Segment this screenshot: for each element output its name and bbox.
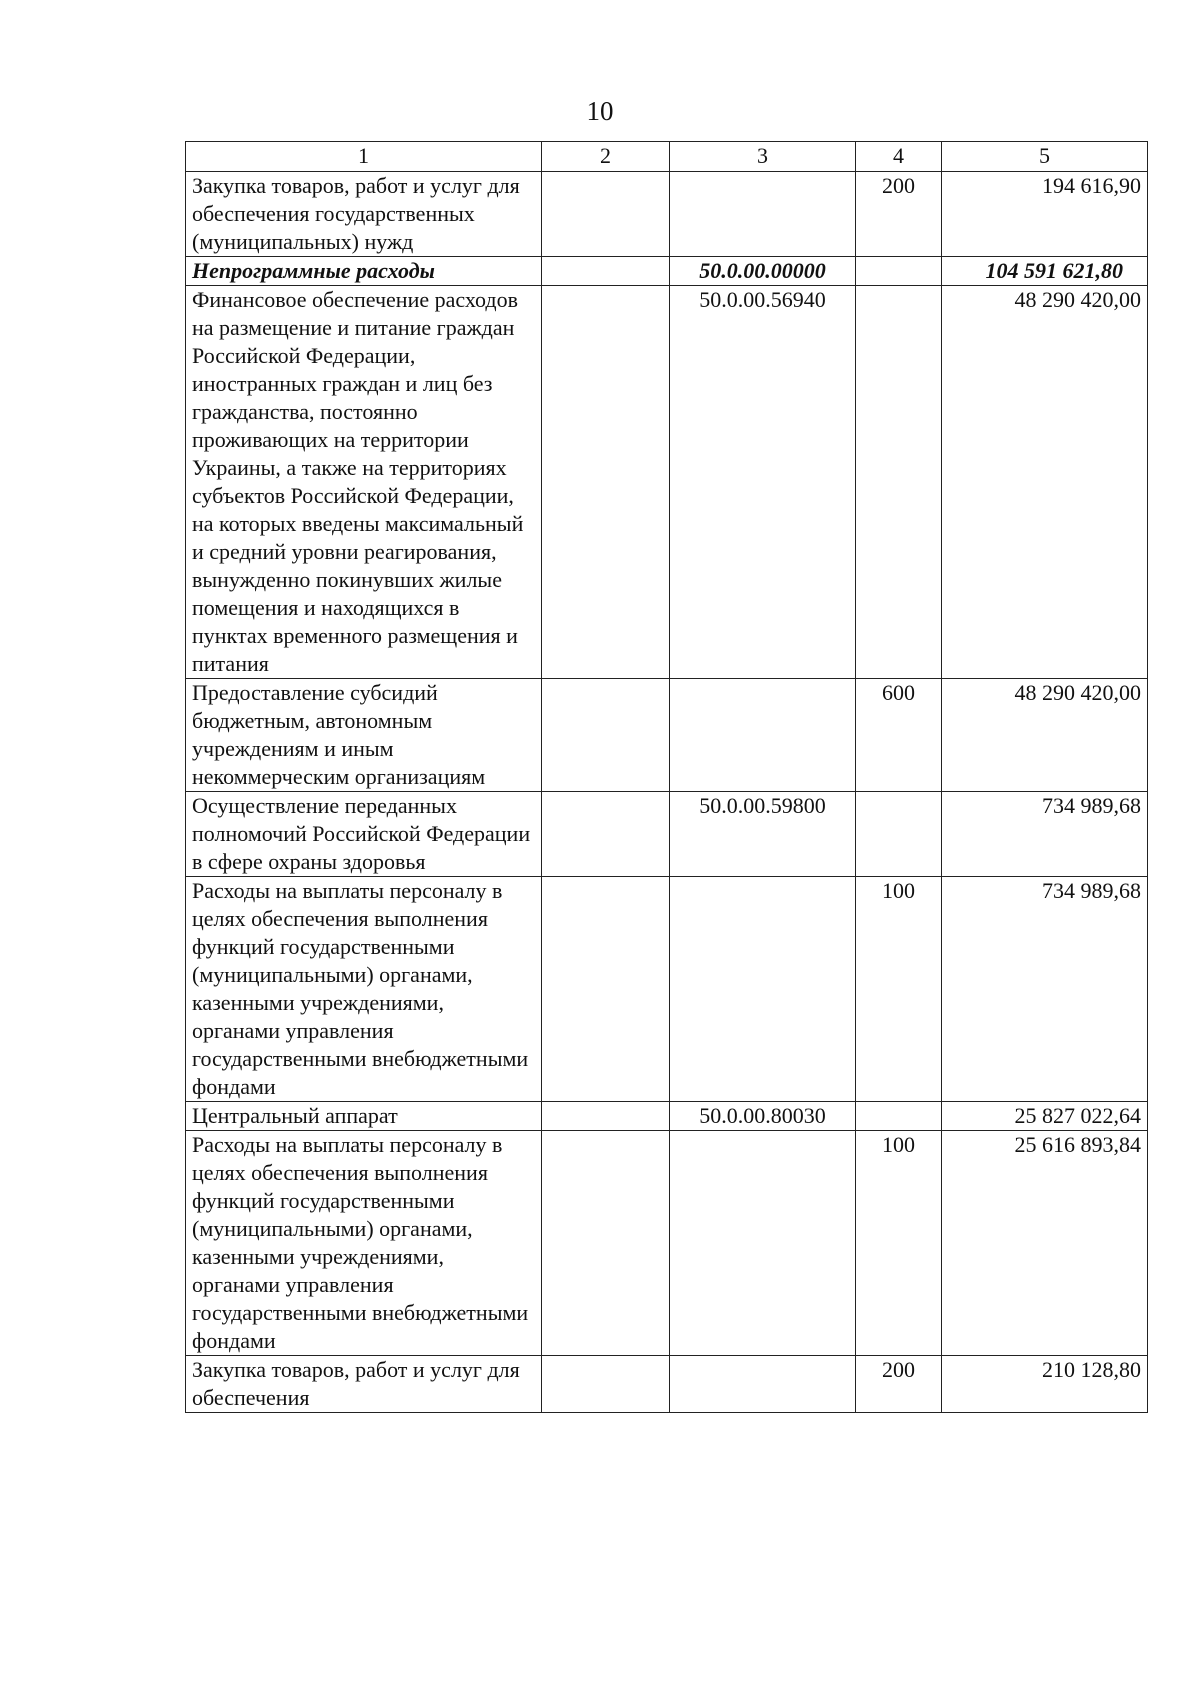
page-number: 10 — [586, 96, 614, 126]
row-name: Осуществление переданных полномочий Российской Федерации в сфере охраны здоровья — [186, 792, 542, 877]
row-expense-type — [856, 1102, 942, 1131]
row-expense-type: 600 — [856, 679, 942, 792]
row-name: Финансовое обеспечение расходов на размещение и питание граждан Российской Федерации, иностранных граждан и лиц без гражданства, постоянно проживающих на территории Украины, а также на территориях субъектов Российской Федерации, на которых введены максимальный и средний уровни реагирования, вынужденно покинувших жилые помещения и находящихся в пунктах временного размещения и питания — [186, 286, 542, 679]
table-header-row — [186, 142, 1148, 172]
row-code: 50.0.00.80030 — [670, 1102, 856, 1131]
row-code — [670, 1131, 856, 1356]
row-sum: 734 989,68 — [942, 877, 1148, 1102]
header-col-3: 3 — [670, 142, 856, 172]
row-expense-type — [856, 257, 942, 286]
table-row — [186, 172, 1148, 257]
row-col2 — [542, 257, 670, 286]
row-code — [670, 172, 856, 257]
row-code: 50.0.00.56940 — [670, 286, 856, 679]
header-col-4: 4 — [856, 142, 942, 172]
row-code — [670, 679, 856, 792]
row-code: 50.0.00.00000 — [670, 257, 856, 286]
row-code — [670, 1356, 856, 1413]
row-code — [670, 877, 856, 1102]
table-row — [186, 792, 1148, 877]
row-expense-type: 200 — [856, 172, 942, 257]
row-sum: 25 827 022,64 — [942, 1102, 1148, 1131]
row-expense-type: 200 — [856, 1356, 942, 1413]
row-name: Расходы на выплаты персоналу в целях обеспечения выполнения функций государственными (муниципальными) органами, казенными учреждениями, органами управления государственными внебюджетными фондами — [186, 877, 542, 1102]
table-row — [186, 877, 1148, 1102]
row-sum: 210 128,80 — [942, 1356, 1148, 1413]
row-name: Закупка товаров, работ и услуг для обеспечения государственных (муниципальных) нужд — [186, 172, 542, 257]
header-col-2: 2 — [542, 142, 670, 172]
row-expense-type — [856, 286, 942, 679]
table-row — [186, 1102, 1148, 1131]
table-row — [186, 257, 1148, 286]
row-name: Центральный аппарат — [186, 1102, 542, 1131]
row-sum: 48 290 420,00 — [942, 286, 1148, 679]
row-expense-type: 100 — [856, 1131, 942, 1356]
table-row — [186, 1356, 1148, 1413]
table-row — [186, 679, 1148, 792]
row-name: Расходы на выплаты персоналу в целях обеспечения выполнения функций государственными (муниципальными) органами, казенными учреждениями, органами управления государственными внебюджетными фондами — [186, 1131, 542, 1356]
row-col2 — [542, 1102, 670, 1131]
row-expense-type — [856, 792, 942, 877]
row-col2 — [542, 286, 670, 679]
row-col2 — [542, 1131, 670, 1356]
table-row — [186, 1131, 1148, 1356]
budget-table — [185, 141, 1148, 1413]
row-sum: 104 591 621,80 — [942, 257, 1148, 286]
row-col2 — [542, 792, 670, 877]
row-code: 50.0.00.59800 — [670, 792, 856, 877]
row-name: Предоставление субсидий бюджетным, автономным учреждениям и иным некоммерческим организациям — [186, 679, 542, 792]
row-sum: 194 616,90 — [942, 172, 1148, 257]
row-expense-type: 100 — [856, 877, 942, 1102]
header-col-1: 1 — [186, 142, 542, 172]
row-sum: 48 290 420,00 — [942, 679, 1148, 792]
row-col2 — [542, 679, 670, 792]
row-sum: 734 989,68 — [942, 792, 1148, 877]
table-row — [186, 286, 1148, 679]
row-col2 — [542, 877, 670, 1102]
row-name: Непрограммные расходы — [186, 257, 542, 286]
row-name: Закупка товаров, работ и услуг для обеспечения — [186, 1356, 542, 1413]
row-sum: 25 616 893,84 — [942, 1131, 1148, 1356]
row-col2 — [542, 172, 670, 257]
header-col-5: 5 — [942, 142, 1148, 172]
row-col2 — [542, 1356, 670, 1413]
